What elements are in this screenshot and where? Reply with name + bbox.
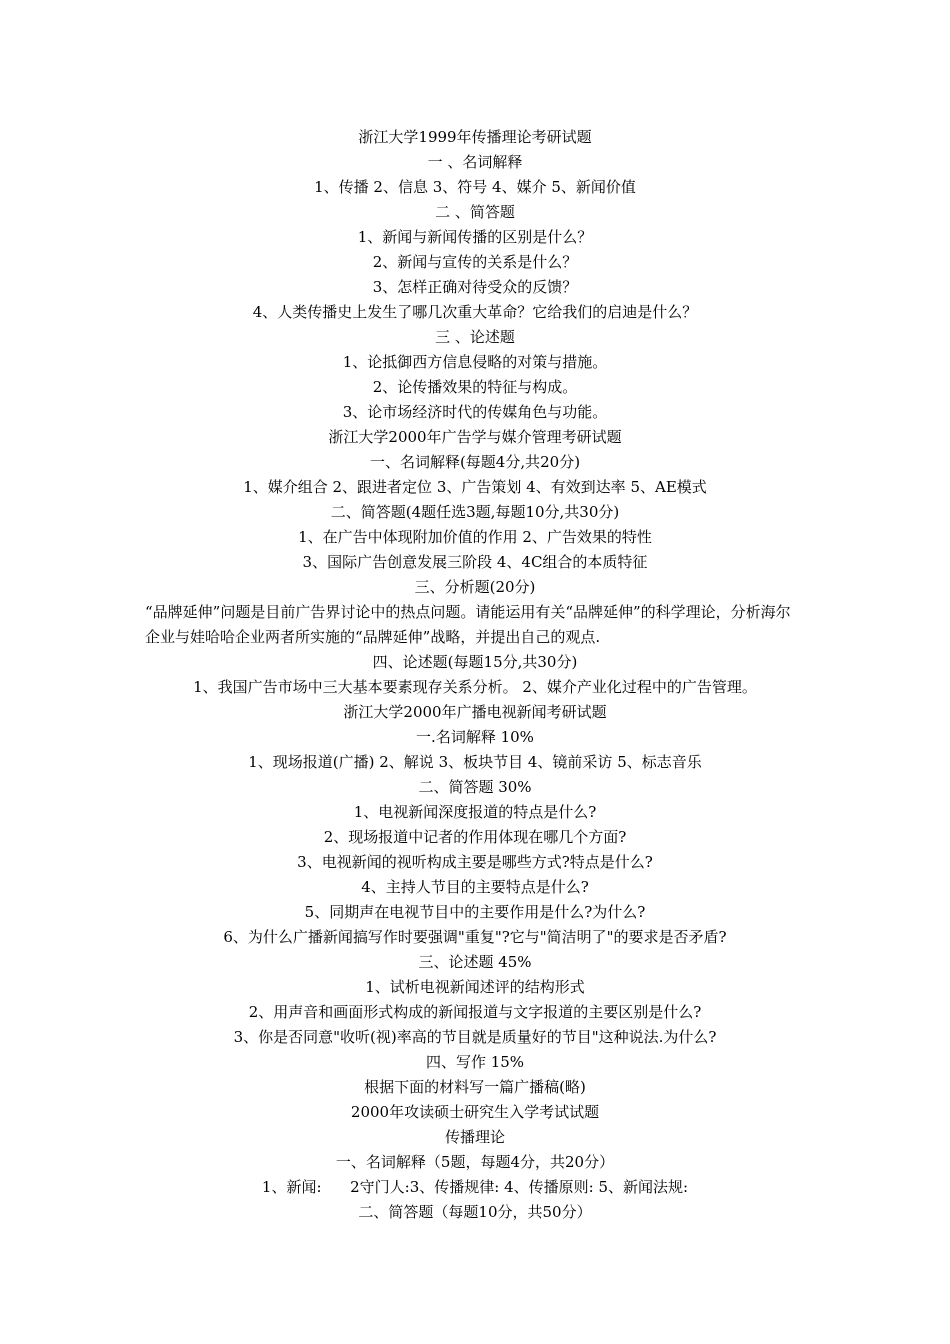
text-line: 3、你是否同意"收听(视)率高的节目就是质量好的节目"这种说法.为什么?	[233, 1028, 717, 1046]
text-line: 1、新闻: 2守门人:3、传播规律: 4、传播原则: 5、新闻法规:	[261, 1178, 689, 1196]
text-line: 三、论述题 45%	[418, 953, 532, 971]
text-line: 二、简答题(4题任选3题,每题10分,共30分)	[330, 503, 620, 521]
text-line: 2000年攻读硕士研究生入学考试试题	[350, 1103, 600, 1121]
text-line: 2、用声音和画面形式构成的新闻报道与文字报道的主要区别是什么?	[248, 1003, 702, 1021]
exam-section-1	[0, 125, 950, 600]
text-line: 1、在广告中体现附加价值的作用 2、广告效果的特性	[298, 528, 652, 546]
text-line: 浙江大学1999年传播理论考研试题	[358, 128, 592, 146]
text-line: 四、写作 15%	[425, 1053, 525, 1071]
text-line: 根据下面的材料写一篇广播稿(略)	[364, 1078, 586, 1096]
text-line: 浙江大学2000年广播电视新闻考研试题	[343, 703, 607, 721]
text-line: 1、电视新闻深度报道的特点是什么?	[353, 803, 597, 821]
text-line: 5、同期声在电视节目中的主要作用是什么?为什么?	[304, 903, 646, 921]
text-line: 四、论述题(每题15分,共30分)	[372, 653, 578, 671]
analysis-question-paragraph: “品牌延伸”问题是目前广告界讨论中的热点问题。请能运用有关“品牌延伸”的科学理论，分析海尔企业与娃哈哈企业两者所实施的“品牌延伸”战略，并提出自己的观点.	[145, 603, 791, 646]
text-line: 二 、简答题	[435, 203, 515, 221]
text-line: 一 、名词解释	[427, 153, 523, 171]
text-line: 二、简答题 30%	[418, 778, 532, 796]
text-line: 6、为什么广播新闻搞写作时要强调"重复"?它与"简洁明了"的要求是否矛盾?	[223, 928, 727, 946]
text-line: 1、我国广告市场中三大基本要素现存关系分析。 2、媒介产业化过程中的广告管理。	[193, 678, 757, 696]
text-line: 一.名词解释 10%	[416, 728, 534, 746]
text-line: 1、新闻与新闻传播的区别是什么？	[357, 228, 593, 246]
text-line: 一、名词解释（5题，每题4分，共20分）	[335, 1153, 615, 1171]
text-line: 传播理论	[444, 1128, 505, 1146]
text-line: 4、人类传播史上发生了哪几次重大革命？它给我们的启迪是什么？	[252, 303, 698, 321]
text-line: 3、论市场经济时代的传媒角色与功能。	[342, 403, 608, 421]
text-line: 2、论传播效果的特征与构成。	[372, 378, 578, 396]
text-line: 三、分析题(20分)	[414, 578, 536, 596]
text-line: 浙江大学2000年广告学与媒介管理考研试题	[328, 428, 622, 446]
text-line: 1、试析电视新闻述评的结构形式	[365, 978, 585, 996]
text-line: 1、传播 2、信息 3、符号 4、媒介 5、新闻价值	[314, 178, 636, 196]
exam-section-2	[0, 650, 950, 1225]
text-line: 一、名词解释(每题4分,共20分)	[369, 453, 581, 471]
text-line: 1、媒介组合 2、跟进者定位 3、广告策划 4、有效到达率 5、AE模式	[243, 478, 707, 496]
text-line: 三 、论述题	[435, 328, 515, 346]
text-line: 3、怎样正确对待受众的反馈？	[372, 278, 578, 296]
text-line: 2、现场报道中记者的作用体现在哪几个方面?	[323, 828, 627, 846]
text-line: 4、主持人节目的主要特点是什么?	[361, 878, 589, 896]
text-line: 3、电视新闻的视听构成主要是哪些方式?特点是什么?	[297, 853, 653, 871]
text-line: 1、现场报道(广播) 2、解说 3、板块节目 4、镜前采访 5、标志音乐	[248, 753, 702, 771]
text-line: 二、简答题（每题10分，共50分）	[358, 1203, 592, 1221]
text-line: 1、论抵御西方信息侵略的对策与措施。	[342, 353, 608, 371]
text-line: 3、国际广告创意发展三阶段 4、4C组合的本质特征	[302, 553, 648, 571]
text-line: 2、新闻与宣传的关系是什么？	[372, 253, 578, 271]
